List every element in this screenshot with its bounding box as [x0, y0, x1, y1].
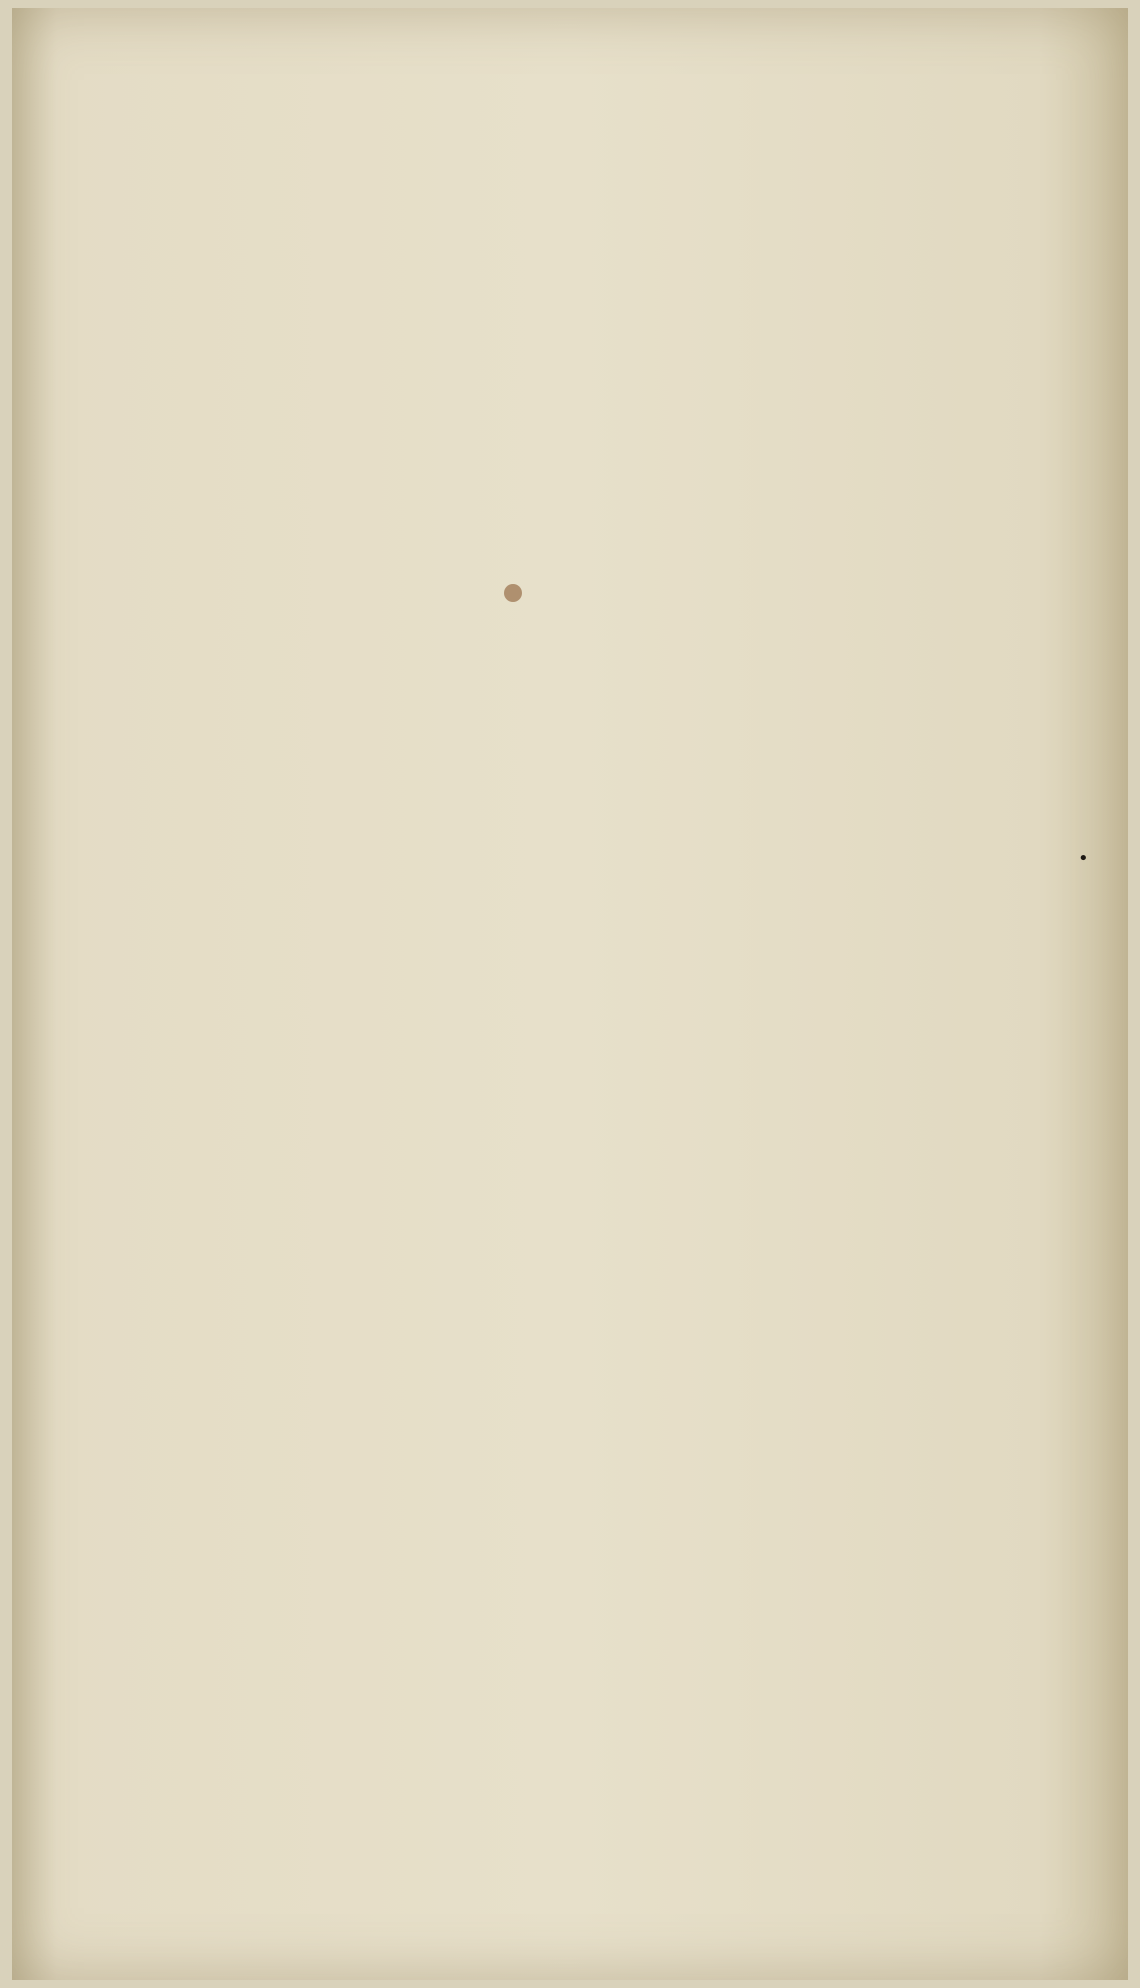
ink-mark: •	[1078, 848, 1089, 869]
footer-line	[78, 246, 1042, 280]
book-page	[12, 8, 1128, 1980]
text-column	[78, 120, 1042, 280]
ink-blot	[504, 584, 522, 602]
